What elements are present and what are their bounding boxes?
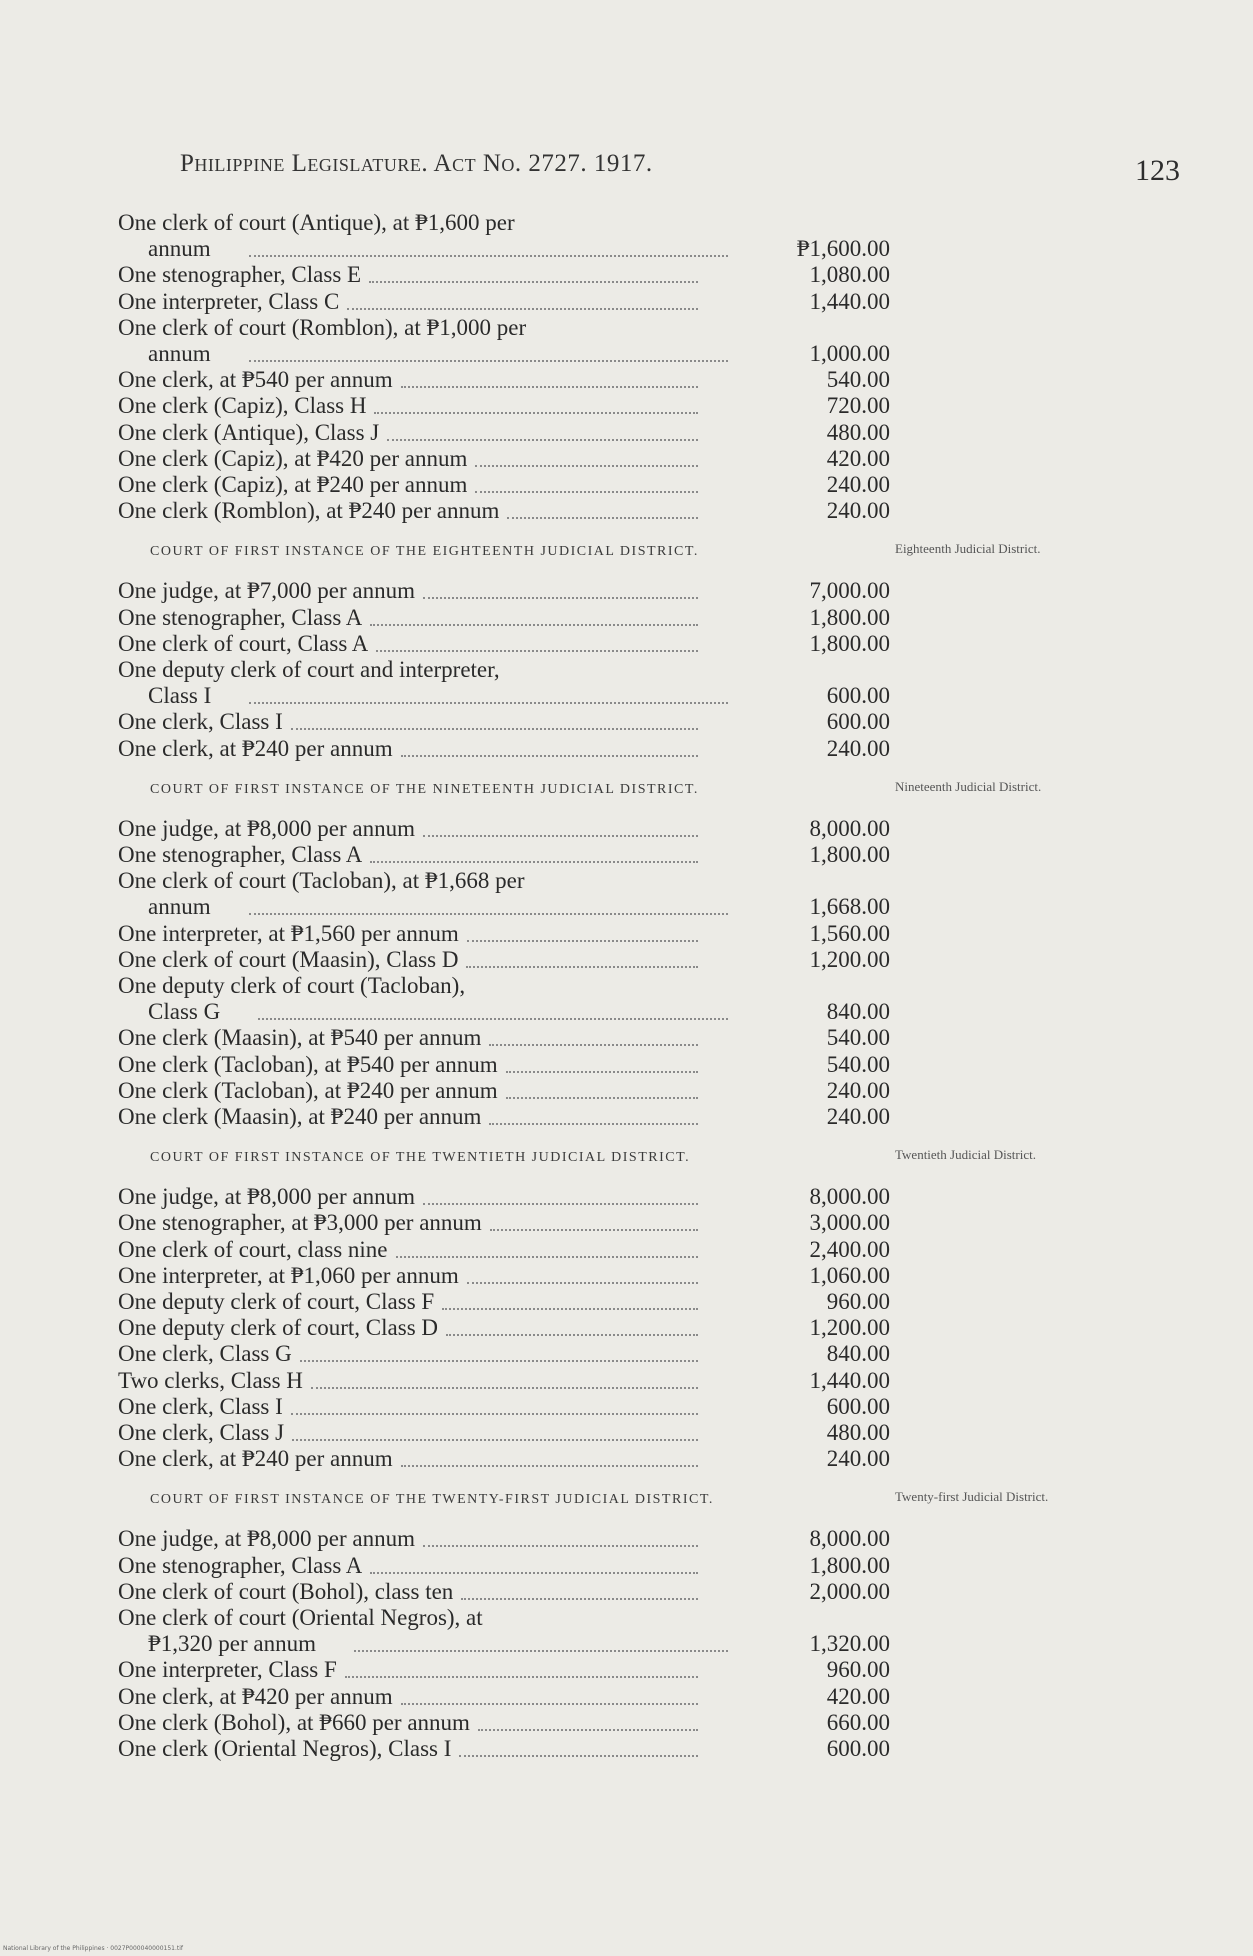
line-item-amount: 960.00 — [826, 1289, 890, 1314]
line-item — [118, 289, 698, 315]
scan-footer: National Library of the Philippines · 0027P000040000151.tif — [3, 1945, 184, 1952]
line-item-amount: 8,000.00 — [809, 1184, 890, 1210]
leader-dots — [423, 809, 698, 837]
line-item-text: Class G — [148, 999, 221, 1025]
line-item-amount: 420.00 — [826, 1683, 890, 1709]
leader-dots — [249, 229, 728, 257]
margin-note: Eighteenth Judicial District. — [895, 541, 1041, 557]
line-item-text: One judge, at ₱7,000 per annum — [118, 578, 416, 604]
leader-dots — [370, 598, 698, 626]
line-item-amount: 1,800.00 — [809, 630, 890, 656]
section-heading: COURT OF FIRST INSTANCE OF THE EIGHTEENTH JUDICIAL DISTRICT. — [150, 544, 699, 560]
line-item — [118, 498, 698, 524]
line-item-text: One clerk (Capiz), Class H — [118, 393, 367, 419]
line-item-text: One deputy clerk of court (Tacloban), — [118, 973, 466, 998]
line-item-amount: 480.00 — [826, 1420, 890, 1445]
leader-dots — [249, 887, 728, 915]
leader-dots — [478, 1703, 698, 1731]
line-item-amount: 1,800.00 — [809, 842, 890, 867]
line-item-text: annum — [148, 236, 211, 262]
line-item-amount: 2,000.00 — [809, 1578, 890, 1604]
margin-note: Twenty-first Judicial District. — [895, 1489, 1049, 1505]
leader-dots — [401, 729, 698, 757]
line-item-amount: ₱1,600.00 — [796, 236, 890, 262]
section-heading: COURT OF FIRST INSTANCE OF THE TWENTIETH JUDICIAL DISTRICT. — [150, 1150, 691, 1166]
line-item-text: One clerk (Antique), Class J — [118, 419, 380, 445]
line-item-amount: 1,060.00 — [809, 1262, 890, 1288]
line-item-text: One clerk (Romblon), at ₱240 per annum — [118, 498, 500, 524]
line-item-amount: 600.00 — [826, 1736, 890, 1761]
line-item-amount: 480.00 — [826, 419, 890, 445]
line-item-text: One stenographer, Class E — [118, 262, 362, 288]
line-item-text: Two clerks, Class H — [118, 1367, 303, 1393]
leader-dots — [489, 1018, 698, 1046]
leader-dots — [292, 1413, 698, 1441]
line-item-text: One deputy clerk of court, Class D — [118, 1315, 439, 1341]
line-item-text: One stenographer, Class A — [118, 842, 363, 867]
leader-dots — [423, 571, 698, 599]
line-item-amount: 540.00 — [826, 367, 890, 393]
leader-dots — [446, 1308, 698, 1336]
leader-dots — [311, 1361, 698, 1389]
leader-dots — [374, 386, 698, 414]
section-heading: COURT OF FIRST INSTANCE OF THE TWENTY-FIRST JUDICIAL DISTRICT. — [150, 1492, 714, 1508]
line-item — [118, 947, 698, 973]
leader-dots — [442, 1282, 698, 1310]
line-item-amount: 240.00 — [826, 1077, 890, 1103]
line-item-text: One clerk of court (Romblon), at ₱1,000 per — [118, 314, 527, 340]
line-item-amount: 660.00 — [826, 1709, 890, 1735]
line-item-amount: 7,000.00 — [809, 578, 890, 604]
line-item-text: One clerk (Maasin), at ₱540 per annum — [118, 1025, 482, 1051]
line-item-text: One clerk (Tacloban), at ₱540 per annum — [118, 1051, 498, 1077]
line-item-amount: 240.00 — [826, 735, 890, 761]
line-item-text: One clerk of court, class nine — [118, 1236, 388, 1262]
line-item-amount: 240.00 — [826, 1446, 890, 1472]
line-item-text: One deputy clerk of court, Class F — [118, 1289, 435, 1314]
line-item-text: One clerk of court (Maasin), Class D — [118, 946, 459, 972]
leader-dots — [467, 914, 698, 942]
line-item-amount: 240.00 — [826, 472, 890, 497]
leader-dots — [423, 1519, 698, 1547]
line-item-amount: 240.00 — [826, 1104, 890, 1129]
line-item-text: One clerk of court (Oriental Negros), at — [118, 1605, 483, 1630]
line-item — [118, 1579, 698, 1605]
line-item-amount: 600.00 — [826, 709, 890, 735]
line-item-text: One interpreter, Class C — [118, 288, 340, 314]
line-item-amount: 2,400.00 — [809, 1236, 890, 1262]
leader-dots — [475, 465, 698, 493]
line-item-text: One deputy clerk of court and interpreter, — [118, 657, 500, 682]
line-item-text: One clerk, Class I — [118, 709, 283, 735]
line-item-amount: 1,668.00 — [809, 894, 890, 920]
line-item-text: One clerk (Tacloban), at ₱240 per annum — [118, 1077, 498, 1103]
leader-dots — [345, 1650, 698, 1678]
line-item-text: One clerk (Bohol), at ₱660 per annum — [118, 1709, 470, 1735]
leader-dots — [249, 334, 728, 362]
line-item-text: One stenographer, Class A — [118, 1552, 363, 1578]
line-item-text: One clerk, Class J — [118, 1420, 285, 1445]
line-item — [118, 1446, 698, 1472]
leader-dots — [369, 255, 698, 283]
leader-dots — [354, 1624, 728, 1652]
leader-dots — [300, 1334, 698, 1362]
line-item-text: One judge, at ₱8,000 per annum — [118, 1526, 416, 1552]
leader-dots — [291, 702, 698, 730]
line-item-text: One stenographer, Class A — [118, 604, 363, 630]
line-item-text: One interpreter, at ₱1,560 per annum — [118, 920, 459, 946]
page-header — [180, 150, 1180, 190]
line-item-text: One clerk of court (Bohol), class ten — [118, 1578, 454, 1604]
leader-dots — [467, 1256, 698, 1284]
line-item-amount: 600.00 — [826, 683, 890, 709]
margin-note: Nineteenth Judicial District. — [895, 778, 1042, 794]
leader-dots — [401, 1677, 698, 1705]
line-item-text: One clerk, Class G — [118, 1341, 292, 1367]
line-item-amount: 3,000.00 — [809, 1210, 890, 1236]
leader-dots — [489, 1097, 698, 1125]
leader-dots — [387, 413, 698, 441]
line-item — [118, 1736, 698, 1762]
line-item-text: One clerk (Capiz), at ₱240 per annum — [118, 472, 468, 497]
line-item-text: One clerk (Maasin), at ₱240 per annum — [118, 1104, 482, 1129]
line-item-amount: 1,440.00 — [809, 1367, 890, 1393]
line-item-text: One clerk, Class I — [118, 1393, 283, 1419]
leader-dots — [370, 835, 698, 863]
leader-dots — [401, 360, 698, 388]
line-item-amount: 540.00 — [826, 1051, 890, 1077]
leader-dots — [506, 1045, 698, 1073]
line-item-amount: 960.00 — [826, 1657, 890, 1683]
line-item-text: One clerk, at ₱240 per annum — [118, 1446, 393, 1472]
leader-dots — [461, 1572, 698, 1600]
line-item-amount: 1,200.00 — [809, 946, 890, 972]
line-item-amount: 840.00 — [826, 1341, 890, 1367]
line-item-text: annum — [148, 341, 211, 366]
line-item-text: annum — [148, 894, 211, 920]
line-item-amount: 1,560.00 — [809, 920, 890, 946]
line-item-amount: 600.00 — [826, 1393, 890, 1419]
line-item-text: One interpreter, Class F — [118, 1657, 337, 1683]
line-item-amount: 1,800.00 — [809, 604, 890, 630]
line-item-text: One interpreter, at ₱1,060 per annum — [118, 1262, 459, 1288]
line-item-text: One clerk of court, Class A — [118, 630, 369, 656]
line-item-amount: 8,000.00 — [809, 1526, 890, 1552]
leader-dots — [507, 491, 698, 519]
line-item-text: Class I — [148, 683, 212, 709]
line-item-amount: 8,000.00 — [809, 815, 890, 841]
leader-dots — [423, 1177, 698, 1205]
line-item-amount: 1,200.00 — [809, 1315, 890, 1341]
leader-dots — [466, 940, 698, 968]
line-item-text: One judge, at ₱8,000 per annum — [118, 1184, 416, 1210]
leader-dots — [347, 282, 698, 310]
leader-dots — [291, 1387, 698, 1415]
line-item-text: One clerk of court (Tacloban), at ₱1,668 per — [118, 868, 525, 894]
line-item-text: One stenographer, at ₱3,000 per annum — [118, 1210, 482, 1236]
line-item-amount: 240.00 — [826, 498, 890, 524]
line-item-amount: 1,800.00 — [809, 1552, 890, 1578]
leader-dots — [396, 1230, 698, 1258]
line-item-amount: 540.00 — [826, 1025, 890, 1051]
line-item-amount: 1,440.00 — [809, 288, 890, 314]
leader-dots — [475, 439, 698, 467]
page-number: 123 — [1135, 154, 1180, 187]
line-item-amount: 1,000.00 — [809, 341, 890, 366]
line-item-amount: 1,320.00 — [809, 1631, 890, 1657]
section-heading: COURT OF FIRST INSTANCE OF THE NINETEENTH JUDICIAL DISTRICT. — [150, 781, 699, 797]
leader-dots — [459, 1729, 698, 1757]
line-item-text: ₱1,320 per annum — [148, 1631, 317, 1657]
line-item-amount: 840.00 — [826, 999, 890, 1025]
line-item-text: One judge, at ₱8,000 per annum — [118, 815, 416, 841]
line-item — [118, 1104, 698, 1130]
line-item-amount: 720.00 — [826, 393, 890, 419]
line-item — [118, 842, 698, 868]
leader-dots — [490, 1203, 698, 1231]
line-item-text: One clerk, at ₱540 per annum — [118, 367, 393, 393]
line-item — [118, 736, 698, 762]
margin-note: Twentieth Judicial District. — [895, 1147, 1036, 1163]
line-item-amount: 1,080.00 — [809, 262, 890, 288]
line-item-text: One clerk, at ₱240 per annum — [118, 735, 393, 761]
line-item-amount: 420.00 — [826, 445, 890, 471]
leader-dots — [376, 624, 698, 652]
line-item-text: One clerk (Capiz), at ₱420 per annum — [118, 445, 468, 471]
leader-dots — [401, 1439, 698, 1467]
leader-dots — [370, 1546, 698, 1574]
leader-dots — [258, 992, 728, 1020]
running-head: Philippine Legislature. Act No. 2727. 1917. — [180, 150, 653, 177]
leader-dots — [506, 1071, 698, 1099]
line-item-text: One clerk (Oriental Negros), Class I — [118, 1736, 452, 1761]
leader-dots — [249, 676, 728, 704]
line-item-text: One clerk, at ₱420 per annum — [118, 1683, 393, 1709]
line-item-text: One clerk of court (Antique), at ₱1,600 per — [118, 210, 515, 235]
line-item — [118, 631, 698, 657]
